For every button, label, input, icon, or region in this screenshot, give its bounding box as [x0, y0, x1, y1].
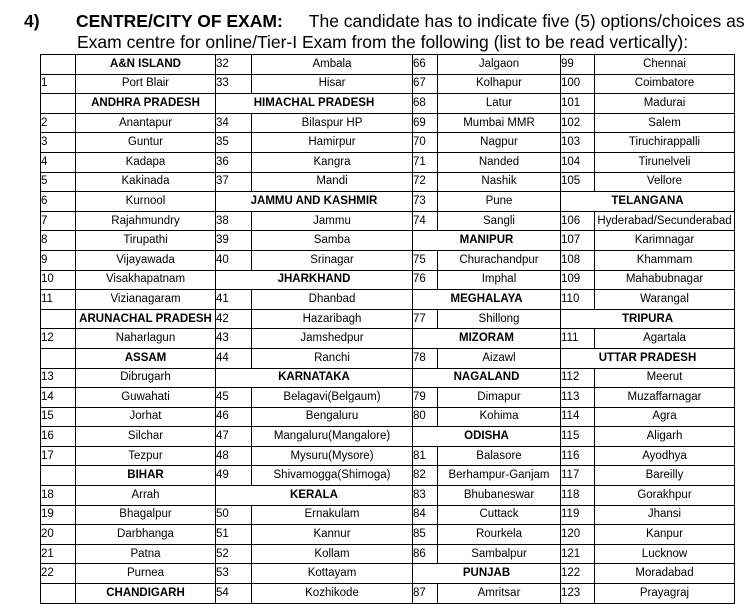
- centre-name: Purnea: [76, 564, 216, 584]
- centre-name: Berhampur-Ganjam: [438, 466, 561, 486]
- table-row: [41, 427, 735, 447]
- table-row: [41, 250, 735, 270]
- centre-code: 43: [216, 329, 252, 349]
- centre-name: Vizianagaram: [76, 290, 216, 310]
- centre-name: Srinagar: [252, 250, 413, 270]
- centre-code: 70: [413, 133, 438, 153]
- centre-name: Cuttack: [438, 505, 561, 525]
- centre-code: 105: [561, 172, 595, 192]
- centre-name: Salem: [595, 113, 735, 133]
- centre-name: Prayagraj: [595, 584, 735, 604]
- centre-code: 77: [413, 309, 438, 329]
- centre-code: 4: [41, 152, 76, 172]
- centre-code: 33: [216, 74, 252, 94]
- centre-code: 45: [216, 388, 252, 408]
- table-row: [41, 329, 735, 349]
- centre-name: Balasore: [438, 446, 561, 466]
- centre-name: Agartala: [595, 329, 735, 349]
- centre-name: Guwahati: [76, 388, 216, 408]
- centre-name: Guntur: [76, 133, 216, 153]
- centre-name: Mahabubnagar: [595, 270, 735, 290]
- table-row: [41, 505, 735, 525]
- centre-code: 73: [413, 192, 438, 212]
- centre-name: Ayodhya: [595, 446, 735, 466]
- centre-code: [41, 309, 76, 329]
- centre-code: 3: [41, 133, 76, 153]
- state-heading: ANDHRA PRADESH: [76, 94, 216, 114]
- centre-code: 74: [413, 211, 438, 231]
- table-row: [41, 290, 735, 310]
- centre-code: 16: [41, 427, 76, 447]
- state-heading: A&N ISLAND: [76, 55, 216, 75]
- centre-code: 119: [561, 505, 595, 525]
- centre-name: Churachandpur: [438, 250, 561, 270]
- section-heading-line1: [24, 11, 745, 31]
- centre-code: 81: [413, 446, 438, 466]
- centre-code: 87: [413, 584, 438, 604]
- centre-name: Tiruchirappalli: [595, 133, 735, 153]
- centre-name: Warangal: [595, 290, 735, 310]
- centre-name: Mangaluru(Mangalore): [252, 427, 413, 447]
- centre-code: 79: [413, 388, 438, 408]
- centre-code: 48: [216, 446, 252, 466]
- centre-code: [41, 466, 76, 486]
- centre-name: Ambala: [252, 55, 413, 75]
- centre-code: 51: [216, 525, 252, 545]
- centre-code: 99: [561, 55, 595, 75]
- centre-code: 104: [561, 152, 595, 172]
- centre-name: Jammu: [252, 211, 413, 231]
- state-heading: BIHAR: [76, 466, 216, 486]
- state-heading: ODISHA: [413, 427, 561, 447]
- state-heading: TRIPURA: [561, 309, 735, 329]
- centre-code: 47: [216, 427, 252, 447]
- centre-code: 36: [216, 152, 252, 172]
- centre-code: 80: [413, 407, 438, 427]
- centre-name: Tirunelveli: [595, 152, 735, 172]
- centre-name: Kannur: [252, 525, 413, 545]
- centre-code: [41, 584, 76, 604]
- table-row: [41, 584, 735, 604]
- centre-code: 11: [41, 290, 76, 310]
- centre-name: Mumbai MMR: [438, 113, 561, 133]
- centre-code: 42: [216, 309, 252, 329]
- centre-code: [41, 94, 76, 114]
- centre-code: 108: [561, 250, 595, 270]
- state-heading: CHANDIGARH: [76, 584, 216, 604]
- state-heading: MEGHALAYA: [413, 290, 561, 310]
- centre-name: Silchar: [76, 427, 216, 447]
- centre-code: 32: [216, 55, 252, 75]
- centre-name: Naharlagun: [76, 329, 216, 349]
- table-row: [41, 486, 735, 506]
- centre-name: Coimbatore: [595, 74, 735, 94]
- centre-code: 107: [561, 231, 595, 251]
- centre-name: Hamirpur: [252, 133, 413, 153]
- centre-name: Shivamogga(Shimoga): [252, 466, 413, 486]
- centre-name: Agra: [595, 407, 735, 427]
- state-heading: UTTAR PRADESH: [561, 348, 735, 368]
- centre-name: Vijayawada: [76, 250, 216, 270]
- centre-code: 38: [216, 211, 252, 231]
- centre-code: 111: [561, 329, 595, 349]
- table-row: [41, 74, 735, 94]
- centre-name: Madurai: [595, 94, 735, 114]
- section-heading-line2: Exam centre for online/Tier-I Exam from the following (list to be read vertically):: [77, 32, 689, 52]
- centre-code: 37: [216, 172, 252, 192]
- centre-code: 106: [561, 211, 595, 231]
- centre-code: 44: [216, 348, 252, 368]
- centre-name: Mandi: [252, 172, 413, 192]
- centre-code: 66: [413, 55, 438, 75]
- centre-code: 8: [41, 231, 76, 251]
- centre-code: 20: [41, 525, 76, 545]
- table-row: [41, 368, 735, 388]
- centre-code: 13: [41, 368, 76, 388]
- centre-name: Jhansi: [595, 505, 735, 525]
- centre-code: 49: [216, 466, 252, 486]
- centre-code: 68: [413, 94, 438, 114]
- centre-code: 110: [561, 290, 595, 310]
- state-heading: KARNATAKA: [216, 368, 413, 388]
- centre-name: Mysuru(Mysore): [252, 446, 413, 466]
- centre-code: 114: [561, 407, 595, 427]
- state-heading: JHARKHAND: [216, 270, 413, 290]
- centre-code: 83: [413, 486, 438, 506]
- centre-code: 22: [41, 564, 76, 584]
- centre-name: Visakhapatnam: [76, 270, 216, 290]
- centre-code: 117: [561, 466, 595, 486]
- centre-code: 123: [561, 584, 595, 604]
- centre-name: Nagpur: [438, 133, 561, 153]
- centre-code: 78: [413, 348, 438, 368]
- centre-code: 121: [561, 544, 595, 564]
- centre-name: Bhubaneswar: [438, 486, 561, 506]
- centre-code: 113: [561, 388, 595, 408]
- centre-name: Tezpur: [76, 446, 216, 466]
- centre-name: Latur: [438, 94, 561, 114]
- centre-code: [41, 348, 76, 368]
- centre-name: Jalgaon: [438, 55, 561, 75]
- centre-name: Aizawl: [438, 348, 561, 368]
- table-row: [41, 407, 735, 427]
- centre-name: Rourkela: [438, 525, 561, 545]
- centre-name: Karimnagar: [595, 231, 735, 251]
- centre-code: 18: [41, 486, 76, 506]
- state-heading: TELANGANA: [561, 192, 735, 212]
- centre-name: Jorhat: [76, 407, 216, 427]
- centre-name: Vellore: [595, 172, 735, 192]
- centre-code: 103: [561, 133, 595, 153]
- centre-code: 7: [41, 211, 76, 231]
- centre-name: Anantapur: [76, 113, 216, 133]
- centre-name: Samba: [252, 231, 413, 251]
- centre-name: Kadapa: [76, 152, 216, 172]
- state-heading: JAMMU AND KASHMIR: [216, 192, 413, 212]
- state-heading: ASSAM: [76, 348, 216, 368]
- centre-code: 34: [216, 113, 252, 133]
- table-row: [41, 231, 735, 251]
- table-row: [41, 544, 735, 564]
- table-row: [41, 388, 735, 408]
- section-number: 4): [24, 11, 40, 31]
- centre-name: Bilaspur HP: [252, 113, 413, 133]
- centre-name: Shillong: [438, 309, 561, 329]
- centre-code: 12: [41, 329, 76, 349]
- state-heading: NAGALAND: [413, 368, 561, 388]
- centre-code: 115: [561, 427, 595, 447]
- centre-code: 85: [413, 525, 438, 545]
- centre-name: Jamshedpur: [252, 329, 413, 349]
- state-heading: KERALA: [216, 486, 413, 506]
- centre-name: Hyderabad/Secunderabad: [595, 211, 735, 231]
- centre-code: 41: [216, 290, 252, 310]
- centre-code: 53: [216, 564, 252, 584]
- exam-centre-table: [40, 54, 735, 604]
- centre-name: Chennai: [595, 55, 735, 75]
- centre-code: 112: [561, 368, 595, 388]
- centre-code: [41, 55, 76, 75]
- centre-name: Kurnool: [76, 192, 216, 212]
- centre-code: 39: [216, 231, 252, 251]
- centre-name: Ranchi: [252, 348, 413, 368]
- centre-code: 50: [216, 505, 252, 525]
- centre-code: 102: [561, 113, 595, 133]
- section-title: CENTRE/CITY OF EXAM:: [76, 11, 283, 31]
- table-row: [41, 172, 735, 192]
- centre-name: Amritsar: [438, 584, 561, 604]
- centre-name: Khammam: [595, 250, 735, 270]
- table-row: [41, 564, 735, 584]
- table-row: [41, 94, 735, 114]
- centre-name: Bareilly: [595, 466, 735, 486]
- centre-code: 67: [413, 74, 438, 94]
- centre-code: 17: [41, 446, 76, 466]
- centre-code: 76: [413, 270, 438, 290]
- centre-name: Lucknow: [595, 544, 735, 564]
- centre-name: Kangra: [252, 152, 413, 172]
- centre-name: Rajahmundry: [76, 211, 216, 231]
- centre-code: 100: [561, 74, 595, 94]
- centre-code: 52: [216, 544, 252, 564]
- centre-code: 35: [216, 133, 252, 153]
- state-heading: HIMACHAL PRADESH: [216, 94, 413, 114]
- centre-name: Aligarh: [595, 427, 735, 447]
- centre-name: Sambalpur: [438, 544, 561, 564]
- table-row: [41, 525, 735, 545]
- centre-name: Bhagalpur: [76, 505, 216, 525]
- centre-code: 46: [216, 407, 252, 427]
- state-heading: PUNJAB: [413, 564, 561, 584]
- table-row: [41, 309, 735, 329]
- table-row: [41, 192, 735, 212]
- centre-name: Tirupathi: [76, 231, 216, 251]
- table-row: [41, 348, 735, 368]
- centre-name: Kozhikode: [252, 584, 413, 604]
- centre-code: 5: [41, 172, 76, 192]
- state-heading: ARUNACHAL PRADESH: [76, 309, 216, 329]
- centre-code: 9: [41, 250, 76, 270]
- centre-code: 109: [561, 270, 595, 290]
- state-heading: MIZORAM: [413, 329, 561, 349]
- table-row: [41, 55, 735, 75]
- centre-name: Dibrugarh: [76, 368, 216, 388]
- centre-name: Darbhanga: [76, 525, 216, 545]
- centre-code: 72: [413, 172, 438, 192]
- table-row: [41, 113, 735, 133]
- centre-code: 82: [413, 466, 438, 486]
- centre-code: 19: [41, 505, 76, 525]
- centre-code: 118: [561, 486, 595, 506]
- centre-code: 15: [41, 407, 76, 427]
- section-intro-text: The candidate has to indicate five (5) options/choices as: [308, 11, 745, 31]
- centre-code: 122: [561, 564, 595, 584]
- centre-name: Muzaffarnagar: [595, 388, 735, 408]
- centre-code: 54: [216, 584, 252, 604]
- state-heading: MANIPUR: [413, 231, 561, 251]
- centre-name: Nanded: [438, 152, 561, 172]
- centre-name: Ernakulam: [252, 505, 413, 525]
- centre-code: 116: [561, 446, 595, 466]
- table-row: [41, 466, 735, 486]
- centre-code: 10: [41, 270, 76, 290]
- centre-name: Moradabad: [595, 564, 735, 584]
- centre-code: 14: [41, 388, 76, 408]
- centre-code: 75: [413, 250, 438, 270]
- centre-code: 1: [41, 74, 76, 94]
- centre-name: Kanpur: [595, 525, 735, 545]
- centre-code: 101: [561, 94, 595, 114]
- centre-name: Kohima: [438, 407, 561, 427]
- table-row: [41, 270, 735, 290]
- centre-name: Meerut: [595, 368, 735, 388]
- centre-name: Bengaluru: [252, 407, 413, 427]
- centre-code: 69: [413, 113, 438, 133]
- centre-name: Arrah: [76, 486, 216, 506]
- centre-code: 86: [413, 544, 438, 564]
- centre-code: 21: [41, 544, 76, 564]
- centre-name: Hazaribagh: [252, 309, 413, 329]
- centre-name: Imphal: [438, 270, 561, 290]
- centre-code: 6: [41, 192, 76, 212]
- centre-code: 120: [561, 525, 595, 545]
- centre-name: Port Blair: [76, 74, 216, 94]
- centre-name: Kakinada: [76, 172, 216, 192]
- centre-name: Pune: [438, 192, 561, 212]
- centre-name: Patna: [76, 544, 216, 564]
- table-row: [41, 152, 735, 172]
- centre-name: Sangli: [438, 211, 561, 231]
- centre-name: Gorakhpur: [595, 486, 735, 506]
- table-row: [41, 211, 735, 231]
- table-row: [41, 133, 735, 153]
- centre-code: 2: [41, 113, 76, 133]
- centre-code: 40: [216, 250, 252, 270]
- centre-name: Kollam: [252, 544, 413, 564]
- centre-name: Hisar: [252, 74, 413, 94]
- centre-name: Kolhapur: [438, 74, 561, 94]
- centre-name: Dhanbad: [252, 290, 413, 310]
- centre-code: 84: [413, 505, 438, 525]
- centre-name: Nashik: [438, 172, 561, 192]
- centre-name: Kottayam: [252, 564, 413, 584]
- table-row: [41, 446, 735, 466]
- centre-name: Dimapur: [438, 388, 561, 408]
- centre-name: Belagavi(Belgaum): [252, 388, 413, 408]
- centre-code: 71: [413, 152, 438, 172]
